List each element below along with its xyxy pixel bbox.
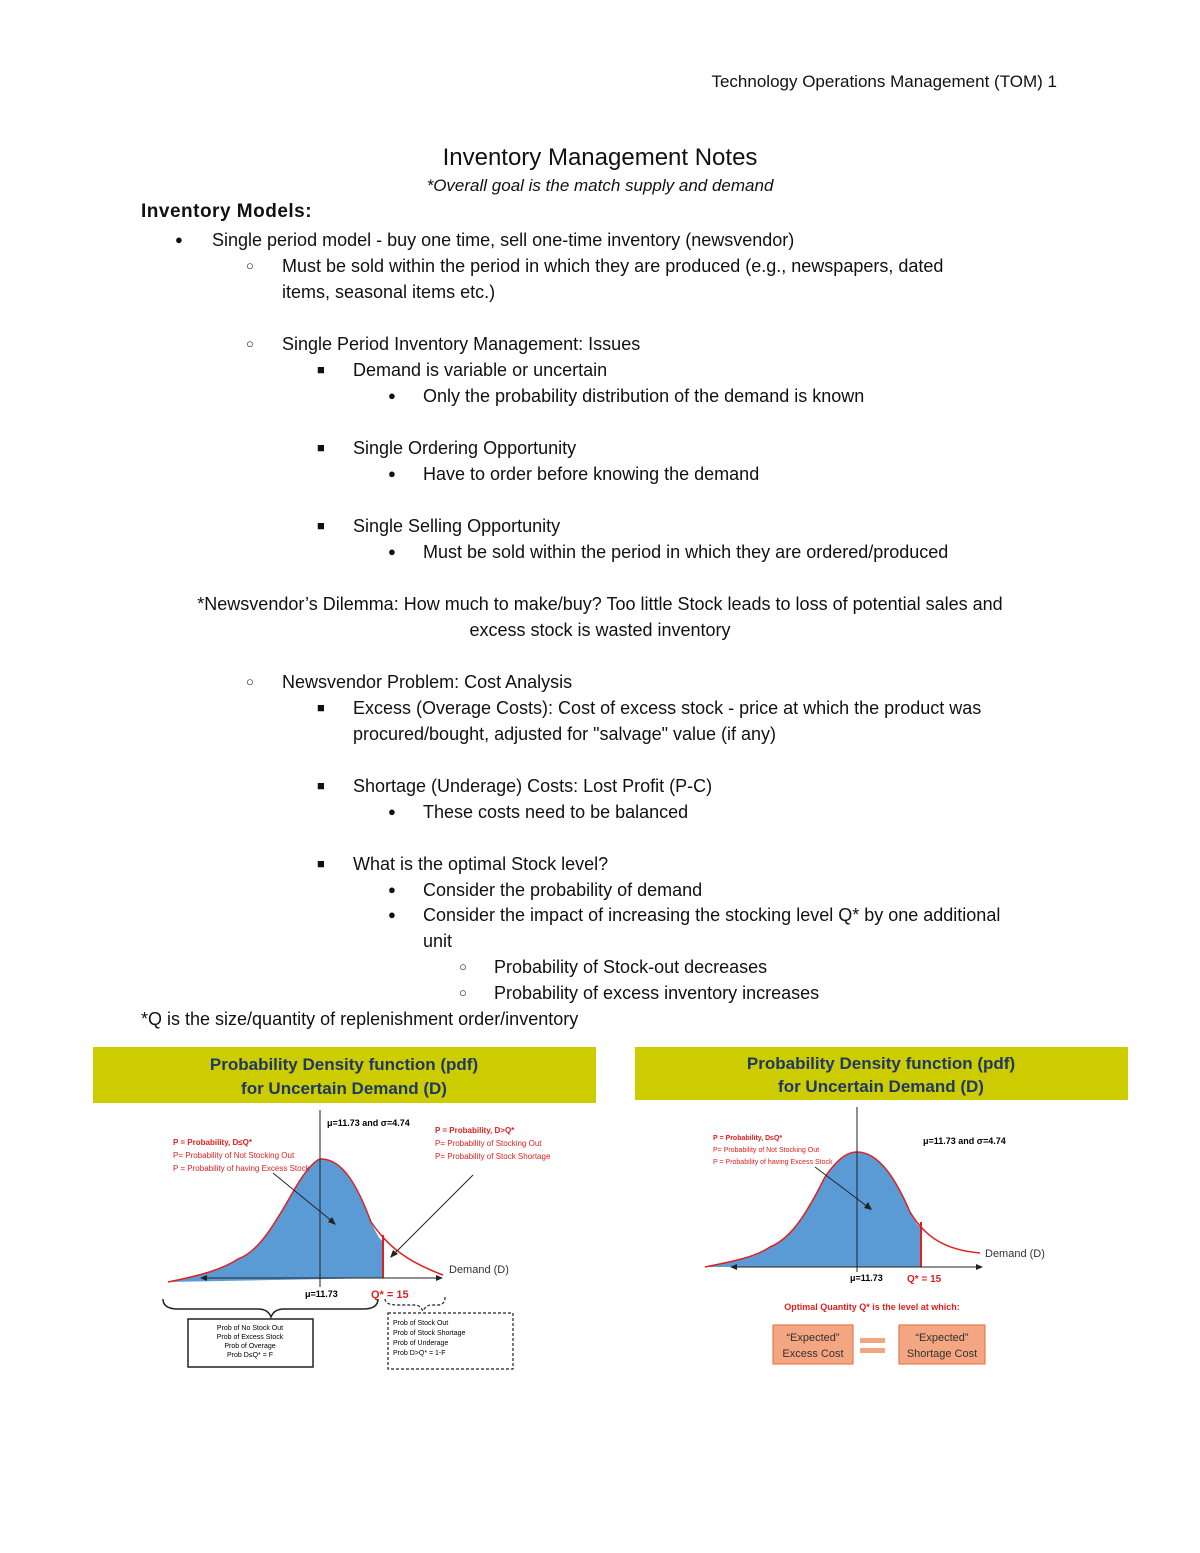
equals-bar-top <box>860 1338 885 1343</box>
brace-left <box>163 1299 378 1317</box>
list-item: Excess (Overage Costs): Cost of excess stock - price at which the product was <box>353 698 982 718</box>
bullet-dot: ● <box>388 882 396 897</box>
mu-sigma-label: μ=11.73 and σ=4.74 <box>327 1118 410 1128</box>
bullet-square: ■ <box>317 856 325 871</box>
banner-line-1: Probability Density function (pdf) <box>746 1054 1016 1073</box>
left-annotation: P= Probability of Not Stocking Out <box>713 1147 820 1154</box>
list-item: Single Selling Opportunity <box>353 516 561 536</box>
q-label: Q* = 15 <box>371 1289 409 1301</box>
list-item-cont: items, seasonal items etc.) <box>282 282 496 302</box>
box-line: Prob of Overage <box>224 1343 276 1350</box>
equals-bar-bottom <box>860 1348 885 1353</box>
box-line: Excess Cost <box>782 1348 844 1360</box>
mu-label: μ=11.73 <box>850 1273 883 1283</box>
page-header: Technology Operations Management (TOM) 1 <box>711 72 1057 91</box>
q-note: *Q is the size/quantity of replenishment order/inventory <box>141 1009 579 1029</box>
bullet-dot: ● <box>388 544 396 559</box>
q-label: Q* = 15 <box>907 1274 942 1285</box>
mu-sigma-label: μ=11.73 and σ=4.74 <box>923 1136 1006 1146</box>
right-annotation: P = Probability, D>Q* <box>435 1126 515 1135</box>
box-line: Prob D>Q* = 1-F <box>393 1350 446 1357</box>
bullet-dot: ● <box>388 907 396 922</box>
left-annotation: P = Probability, D≤Q* <box>173 1138 253 1147</box>
list-item: Must be sold within the period in which they are produced (e.g., newspapers, dated <box>282 256 944 276</box>
axis-arrow-right <box>436 1275 443 1281</box>
left-annotation: P = Probability of having Excess Stock <box>713 1159 833 1166</box>
bullet-square: ■ <box>317 362 325 377</box>
list-item-cont: procured/bought, adjusted for "salvage" value (if any) <box>353 724 777 744</box>
bullet-square: ■ <box>317 700 325 715</box>
page-title: Inventory Management Notes <box>442 144 758 171</box>
list-item: Must be sold within the period in which they are ordered/produced <box>423 542 949 562</box>
list-item: Shortage (Underage) Costs: Lost Profit (P-C) <box>353 776 713 796</box>
list-item: These costs need to be balanced <box>423 802 689 822</box>
box-line: Prob of No Stock Out <box>216 1325 284 1332</box>
box-line: Prob D≤Q* = F <box>226 1352 274 1359</box>
bullet-dot: ● <box>388 466 396 481</box>
list-item: Probability of excess inventory increases <box>494 983 820 1003</box>
dilemma-line-2: excess stock is wasted inventory <box>469 620 731 640</box>
list-item: Single period model - buy one time, sell one-time inventory (newsvendor) <box>212 230 795 250</box>
list-item: Single Period Inventory Management: Issues <box>282 334 641 354</box>
list-item: Have to order before knowing the demand <box>423 464 760 484</box>
banner-line-1: Probability Density function (pdf) <box>209 1055 479 1074</box>
bullet-circle: ○ <box>246 258 254 273</box>
bullet-dot: ● <box>388 804 396 819</box>
box-line: Prob of Underage <box>393 1340 449 1347</box>
excess-area <box>705 1152 921 1267</box>
banner-line-2: for Uncertain Demand (D) <box>241 1079 447 1098</box>
list-item: Only the probability distribution of the demand is known <box>423 386 865 406</box>
bullet-square: ■ <box>317 778 325 793</box>
page-subtitle: *Overall goal is the match supply and demand <box>426 176 774 195</box>
demand-label: Demand (D) <box>449 1264 509 1276</box>
right-annotation: P= Probability of Stock Shortage <box>435 1152 551 1161</box>
list-item: Probability of Stock-out decreases <box>494 957 768 977</box>
left-annotation: P = Probability of having Excess Stock <box>173 1164 310 1173</box>
bullet-circle: ○ <box>459 985 467 1000</box>
list-item: Consider the impact of increasing the stocking level Q* by one additional <box>423 905 1001 925</box>
bullet-dot: ● <box>388 388 396 403</box>
bullet-circle: ○ <box>246 674 254 689</box>
list-item: Consider the probability of demand <box>423 880 703 900</box>
annotation-arrow <box>393 1175 473 1255</box>
box-line: Prob of Excess Stock <box>216 1334 284 1341</box>
bullet-square: ■ <box>317 440 325 455</box>
list-item: Newsvendor Problem: Cost Analysis <box>282 672 573 692</box>
left-annotation: P = Probability, D≤Q* <box>713 1135 783 1142</box>
list-item: Single Ordering Opportunity <box>353 438 577 458</box>
box-line: Shortage Cost <box>906 1348 978 1360</box>
left-annotation: P= Probability of Not Stocking Out <box>173 1151 295 1160</box>
optimal-quantity-label: Optimal Quantity Q* is the level at which: <box>784 1302 960 1312</box>
pdf-figure-right <box>635 1047 1128 1367</box>
box-line: Prob of Stock Out <box>393 1320 449 1327</box>
box-line: “Expected” <box>915 1332 969 1344</box>
right-annotation: P= Probability of Stocking Out <box>435 1139 542 1148</box>
bullet-square: ■ <box>317 518 325 533</box>
dilemma-line-1: *Newsvendor’s Dilemma: How much to make/buy? Too little Stock leads to loss of potential sales and <box>197 594 1003 614</box>
banner-line-2: for Uncertain Demand (D) <box>778 1077 984 1096</box>
list-item: What is the optimal Stock level? <box>353 854 609 874</box>
box-line: Prob of Stock Shortage <box>393 1330 466 1337</box>
list-item-cont: unit <box>423 931 453 951</box>
list-item: Demand is variable or uncertain <box>353 360 608 380</box>
axis-arrow-right <box>976 1264 983 1270</box>
mu-label: μ=11.73 <box>305 1289 338 1299</box>
pdf-figure-left <box>93 1047 596 1377</box>
bullet-circle: ○ <box>246 336 254 351</box>
bullet-dot: ● <box>175 232 183 247</box>
section-heading: Inventory Models: <box>141 201 313 222</box>
bullet-circle: ○ <box>459 959 467 974</box>
demand-label: Demand (D) <box>985 1248 1045 1260</box>
box-line: “Expected” <box>786 1332 840 1344</box>
